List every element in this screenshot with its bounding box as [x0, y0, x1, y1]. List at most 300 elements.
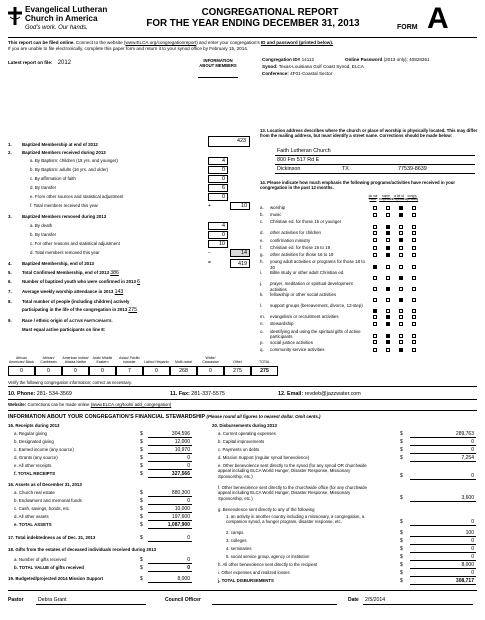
q14-checkbox[interactable]	[373, 276, 377, 280]
pastor-name[interactable]: Debra Grant	[38, 597, 67, 603]
race-values	[8, 366, 278, 377]
q14-checkbox[interactable]	[412, 213, 416, 217]
q3-item-input[interactable]: 4	[208, 222, 228, 230]
latest-report-value: 2012	[57, 60, 72, 66]
q14-item-label: other activities for children	[270, 230, 322, 236]
q14-checkbox[interactable]	[399, 276, 403, 280]
q14-checkbox[interactable]	[399, 225, 403, 229]
q14-item-label: support groups (bereavement, divorce, 12-step)	[270, 303, 363, 309]
q2-item-input[interactable]: 6	[208, 184, 228, 192]
q14-item-checkboxes	[368, 212, 483, 218]
disbursement-value[interactable]: 7,254	[461, 455, 474, 461]
q3-item-label: c. For other reasons and statistical adjustment	[30, 241, 120, 246]
disbursement-label: g. Benevolence sent directly to any of the following	[218, 507, 315, 512]
q14-checkbox[interactable]	[386, 206, 390, 210]
congregation-id: Congregation ID# 14112	[262, 57, 315, 62]
location-zip[interactable]: 77539-8639	[398, 166, 427, 172]
q14-item-letter: f.	[260, 244, 263, 250]
q14-item-checkboxes	[368, 245, 483, 251]
race-header: African/ Caribbean	[40, 356, 57, 365]
disbursement-label: 2. camps	[226, 530, 244, 535]
disbursement-value[interactable]: 3,600	[461, 495, 474, 502]
assets-label: c. Cash, savings, bonds, etc.	[14, 506, 71, 511]
disbursement-value[interactable]: 0	[471, 473, 474, 480]
q14-item-label: social justice activities	[270, 339, 313, 345]
disbursement-label: a. Current operating expenses	[218, 431, 276, 436]
q14-checkbox[interactable]	[399, 287, 403, 291]
q14-item-letter: c.	[260, 219, 264, 225]
dollar-sign: $	[140, 514, 143, 520]
race-value-cell[interactable]: 0	[35, 366, 62, 376]
date-label: Date	[348, 597, 359, 603]
location-state[interactable]: TX	[342, 166, 349, 172]
website-field: Website: Corrections can be made online (www.ELCA.org/tools/ add_congregation)	[8, 402, 172, 407]
disbursement-label: 4. seminaries	[226, 546, 252, 551]
report-title: CONGREGATIONAL REPORT	[201, 7, 339, 18]
q4-input[interactable]: 419	[230, 259, 250, 268]
q14-column-header: a lot of emphasis	[392, 194, 406, 202]
q14-item-label: identifying and using the spiritual gifts of active participants	[270, 328, 361, 340]
race-value-cell[interactable]: 0	[89, 366, 116, 376]
q2-total-input[interactable]: 10	[230, 202, 250, 210]
disbursement-value[interactable]: 0	[471, 554, 474, 560]
q19-label: 19. Budgeted/projected 2014 Mission Support	[8, 576, 104, 581]
q9-label: Race / ethnic origin of ACTIVE PARTICIPANTS.	[22, 318, 113, 323]
q18-label: b. TOTAL VALUE of gifts received	[14, 565, 84, 570]
conference: Conference: 4F01-Coastal Sector	[262, 71, 333, 76]
q14-checkbox[interactable]	[399, 334, 403, 338]
council-officer-label: Council Officer	[165, 597, 201, 603]
race-total-cell[interactable]: 275	[251, 366, 278, 376]
q14-checkbox[interactable]	[373, 322, 377, 326]
receipts-label: b. Designated giving	[14, 439, 54, 444]
q14-checkbox[interactable]	[399, 340, 403, 344]
q14-checkbox[interactable]	[412, 238, 416, 242]
dollar-sign: $	[400, 538, 403, 544]
q14-checkbox[interactable]	[412, 225, 416, 229]
q2-item-label: f. Total members received this year	[30, 203, 99, 208]
q14-checkbox[interactable]	[386, 322, 390, 326]
q14-item-letter: e.	[260, 237, 264, 243]
q17-value[interactable]: 0	[187, 535, 190, 541]
q14-checkbox[interactable]	[386, 276, 390, 280]
q14-item-label: Christian ed. for those 15 or younger	[270, 219, 342, 225]
q14-item-checkboxes	[368, 308, 483, 314]
date-value[interactable]: 2/5/2014	[365, 597, 386, 603]
q14-checkbox[interactable]	[373, 265, 377, 269]
org-name-line2: Church in America	[25, 14, 98, 23]
disbursement-label: 5. social service group, agency or institution	[226, 554, 310, 559]
q14-checkbox[interactable]	[399, 348, 403, 352]
dollar-sign: $	[140, 455, 143, 461]
form-letter: A	[427, 2, 449, 35]
elca-logo	[8, 6, 128, 34]
receipts-label: f. TOTAL RECEIPTS	[14, 471, 56, 476]
location-name[interactable]: Faith Lutheran Church	[277, 148, 331, 154]
q14-checkbox[interactable]	[399, 315, 403, 319]
disbursement-value[interactable]: 289,763	[455, 431, 474, 437]
race-value-cell[interactable]: 268	[170, 366, 197, 376]
q3-item-label: a. By death	[30, 223, 53, 228]
q3-item-input[interactable]: 0	[208, 231, 228, 239]
q14-item-checkboxes	[368, 275, 483, 281]
q14-checkbox[interactable]	[386, 213, 390, 217]
q2-item-label: a. By Baptism: children (15 yrs. and younger)	[30, 158, 118, 163]
assets-value[interactable]: 0	[187, 498, 190, 504]
receipts-value[interactable]: 0	[187, 463, 190, 469]
q1-label: Baptized Membership at end of 2012	[22, 142, 98, 147]
disbursement-value[interactable]: 0	[471, 439, 474, 445]
finance-heading: INFORMATION ABOUT YOUR CONGREGATION'S FINANCIAL STEWARDSHIP (Please round all figures to nearest dollar. Omit cents.)	[8, 414, 321, 420]
disbursement-value[interactable]: 0	[471, 447, 474, 453]
dollar-sign: $	[140, 447, 143, 453]
race-header: White/ Caucasian	[202, 356, 219, 365]
q14-item-checkboxes	[368, 264, 483, 270]
q14-checkbox[interactable]	[386, 238, 390, 242]
receipts-value[interactable]: 10,970	[174, 447, 190, 453]
dollar-sign: $	[140, 490, 143, 496]
q14-item-label: fellowship or other social activities	[270, 292, 337, 298]
assets-value[interactable]: 10,000	[174, 506, 190, 512]
q14-checkbox[interactable]	[373, 253, 377, 257]
disbursement-value[interactable]: 0	[471, 538, 474, 544]
dollar-sign: $	[140, 557, 143, 563]
fax-field[interactable]: 11. Fax: 281-337-5575	[170, 391, 225, 397]
q14-checkbox[interactable]	[373, 206, 377, 210]
receipts-title: 15. Receipts during 2013	[8, 423, 60, 428]
q14-item-letter: a.	[260, 205, 264, 210]
q2-item-input[interactable]: 0	[208, 166, 228, 174]
race-header: American Indian/ Alaska Native	[62, 356, 89, 365]
q14-checkbox[interactable]	[412, 231, 416, 235]
q5-value[interactable]: 386	[110, 270, 119, 276]
q17-label: 17. Total indebtedness as of Dec. 31, 2013	[8, 535, 96, 540]
disbursement-value[interactable]: 0	[471, 570, 474, 576]
disbursement-label: b. Capital improvements	[218, 439, 265, 444]
q14-item-letter: q.	[260, 346, 264, 352]
q14-checkbox[interactable]	[386, 287, 390, 291]
q14-checkbox[interactable]	[399, 309, 403, 313]
dollar-sign: $	[140, 522, 143, 528]
receipts-value[interactable]: 0	[187, 455, 190, 461]
q14-checkbox[interactable]	[399, 206, 403, 210]
dollar-sign: $	[140, 439, 143, 445]
q14-checkbox[interactable]	[386, 309, 390, 313]
q14-item-label: music	[270, 212, 282, 218]
dollar-sign: $	[400, 447, 403, 453]
assets-label: a. Church real estate	[14, 490, 55, 495]
q14-checkbox[interactable]	[373, 213, 377, 217]
dollar-sign: $	[400, 562, 403, 568]
location-city[interactable]: Dickinson	[277, 166, 301, 172]
q14-checkbox[interactable]	[373, 334, 377, 338]
verify-note: Verify the following congregation information; correct as necessary.	[8, 380, 132, 385]
dollar-sign: $	[400, 519, 403, 526]
q14-item-checkboxes	[368, 286, 483, 292]
report-url-link[interactable]: www.ELCA.org/congregationreport	[125, 40, 197, 45]
disbursement-label: d. Mission Support (regular synod benevolence)	[218, 455, 310, 460]
q7-label: Average weekly worship attendance in 2013 143	[22, 289, 124, 295]
q14-checkbox[interactable]	[386, 315, 390, 319]
q14-checkbox[interactable]	[386, 246, 390, 250]
q18-value[interactable]: 0	[187, 557, 190, 563]
disbursement-value[interactable]: 100	[465, 530, 474, 536]
q18-value[interactable]: 0	[187, 565, 190, 571]
q14-checkbox[interactable]	[412, 298, 416, 302]
q6-value[interactable]: 6	[137, 279, 141, 285]
q3-item-input[interactable]: 10	[208, 240, 228, 248]
intro-line1: This report can be filed online. Connect to the website (www.ELCA.org/congregationreport) and enter your congregation's ID and password (printed below).	[8, 40, 334, 45]
q14-checkbox[interactable]	[386, 265, 390, 269]
q14-checkbox[interactable]	[399, 213, 403, 217]
q14-item-label: worship	[270, 205, 286, 210]
q8-value[interactable]: 275	[128, 307, 138, 313]
q14-checkbox[interactable]	[373, 298, 377, 302]
q14-checkbox[interactable]	[373, 238, 377, 242]
pastor-label: Pastor	[8, 597, 24, 603]
assets-value[interactable]: 197,600	[171, 514, 190, 520]
disbursement-value[interactable]: 308,717	[455, 578, 474, 584]
receipts-value[interactable]: 327,566	[171, 471, 190, 477]
q14-checkbox[interactable]	[412, 253, 416, 257]
receipts-value[interactable]: 12,000	[174, 439, 190, 445]
q14-checkbox[interactable]	[373, 287, 377, 291]
q14-item-label: stewardship	[270, 321, 294, 327]
q14-checkbox[interactable]	[412, 348, 416, 352]
dollar-sign: $	[140, 506, 143, 512]
q14-column-header: cong's specialty	[405, 194, 419, 202]
q14-item-letter: g.	[260, 252, 264, 257]
assets-label: b. Endowment and memorial funds	[14, 498, 82, 503]
q14-column-header: do not have	[368, 194, 378, 202]
online-password: Online Password (2013 only): 40828361	[345, 57, 430, 62]
congregation-id-value: 14112	[301, 57, 315, 62]
location-street[interactable]: 800 Fm 517 Rd E	[277, 157, 320, 163]
dollar-sign: $	[400, 495, 403, 502]
q7-value[interactable]: 143	[114, 289, 124, 295]
q14-item-label: Bible study or other adult Christian ed.	[270, 270, 345, 276]
race-value-cell[interactable]: 0	[8, 366, 35, 376]
q14-item-letter: l.	[260, 303, 263, 309]
q14-item-letter: m.	[260, 314, 265, 320]
dollar-sign: $	[140, 471, 143, 477]
q14-item-letter: p.	[260, 339, 264, 345]
race-header: Other	[233, 360, 242, 365]
race-header: TOTAL	[259, 360, 270, 365]
dollar-sign: $	[140, 431, 143, 437]
q14-item-letter: i.	[260, 270, 263, 276]
q14-checkbox[interactable]	[399, 246, 403, 250]
q8-label-line1: Total number of people (including children) actively	[22, 299, 130, 304]
q6-label: Number of baptized youth who were confirmed in 2013 6	[22, 279, 141, 285]
q2-item-label: e. From other sources and statistical adjustment	[30, 194, 124, 199]
q3-label: Baptized Members removed during 2013	[22, 214, 107, 219]
q1-input[interactable]: 423	[208, 136, 250, 147]
disbursement-value[interactable]: 8,000	[461, 562, 474, 568]
q14-item-letter: o.	[260, 328, 264, 334]
dollar-sign: $	[400, 570, 403, 576]
disbursement-label: c. Payments on debts	[218, 447, 260, 452]
assets-value[interactable]: 880,300	[171, 490, 190, 496]
q14-item-label: young adult activities or programs for those 18 to 30	[270, 259, 365, 270]
q19-value[interactable]: 8,000	[177, 576, 190, 582]
receipts-label: c. Earned income (any source)	[14, 447, 74, 452]
q14-checkbox[interactable]	[399, 231, 403, 235]
race-header: Asian/ Pacific Islander	[118, 356, 140, 365]
race-value-cell[interactable]: 275	[224, 366, 251, 376]
dollar-sign: $	[400, 439, 403, 445]
dollar-sign: $	[140, 498, 143, 504]
q14-checkbox[interactable]	[412, 315, 416, 319]
q14-item-letter: d.	[260, 230, 264, 236]
q14-checkbox[interactable]	[399, 265, 403, 269]
q14-item-label: other activities for those 16 to 19	[270, 252, 334, 257]
q14-checkbox[interactable]	[399, 298, 403, 302]
q14-item-letter: b.	[260, 212, 264, 218]
website-link[interactable]: (www.ELCA.org/tools/ add_congregation)	[90, 402, 172, 407]
q14-checkbox[interactable]	[412, 309, 416, 313]
q14-checkbox[interactable]	[412, 246, 416, 250]
assets-value[interactable]: 1,087,900	[167, 522, 190, 528]
q14-checkbox[interactable]	[412, 340, 416, 344]
q14-checkbox[interactable]	[373, 225, 377, 229]
q9-note: Must equal active participants on line 8:	[22, 327, 106, 332]
q14-checkbox[interactable]	[386, 348, 390, 352]
race-headers	[8, 345, 278, 365]
race-value-cell[interactable]: 0	[197, 366, 224, 376]
dollar-sign: $	[400, 431, 403, 437]
q18-label: 18. Gifts from the estates of deceased individuals received during 2013	[8, 547, 157, 552]
phone-field[interactable]: 10. Phone: 281- 534-3569	[8, 391, 72, 397]
latest-report: Latest report on file: 2012	[8, 60, 72, 66]
q14-item-letter: h.	[260, 259, 264, 265]
q14-checkbox[interactable]	[386, 231, 390, 235]
dollar-sign: $	[400, 554, 403, 560]
dollar-sign: $	[400, 455, 403, 461]
q14-item-checkboxes	[368, 297, 483, 303]
disbursement-label: h. All other benevolence sent directly to the recipient	[218, 562, 318, 567]
q2-item-prefix: +	[208, 203, 211, 209]
q14-item-letter: k.	[260, 292, 264, 298]
q18-label: a. Number of gifts received	[14, 557, 67, 562]
q2-label: Baptized Members received during 2013	[22, 150, 106, 155]
q14-column-header: some emphasis	[379, 194, 393, 202]
race-header: Multi-racial	[175, 360, 192, 365]
q14-item-checkboxes	[368, 347, 483, 353]
q14-checkbox[interactable]	[386, 253, 390, 257]
dollar-sign: $	[140, 463, 143, 469]
email-field[interactable]: 12. Email: revdeb@jazzwater.com	[278, 391, 361, 397]
q14-item-checkboxes	[368, 314, 483, 320]
cross-logo-icon	[8, 7, 22, 25]
intro-line2: If you are unable to file electronically, complete this paper form and return it to your synod office by February 15, 2014.	[8, 46, 249, 51]
disbursement-label: i. Other expenses and realized losses	[218, 570, 290, 575]
q14-item-checkboxes	[368, 321, 483, 327]
synod: Synod: Texas-Louisiana Gulf Coast Synod, ELCA	[262, 64, 364, 69]
q14-checkbox[interactable]	[412, 206, 416, 210]
q14-checkbox[interactable]	[386, 298, 390, 302]
online-password-value: 40828361	[409, 57, 430, 62]
disbursement-label: 3. colleges	[226, 538, 247, 543]
q14-checkbox[interactable]	[386, 340, 390, 344]
dollar-sign: $	[400, 473, 403, 480]
race-header: African American/ Black	[8, 356, 35, 365]
q2-item-label: c. By affirmation of faith	[30, 176, 76, 181]
q2-item-label: b. By Baptism: adults (16 yrs. and older)	[30, 167, 109, 172]
q14-checkbox[interactable]	[412, 265, 416, 269]
info-about-members: INFORMATION ABOUT MEMBERS	[199, 58, 237, 69]
q14-checkbox[interactable]	[386, 334, 390, 338]
council-officer-field[interactable]	[212, 604, 337, 605]
q14-item-checkboxes	[368, 238, 483, 244]
q14-checkbox[interactable]	[399, 322, 403, 326]
q14-item-checkboxes	[368, 340, 483, 346]
q14-checkbox[interactable]	[399, 253, 403, 257]
q14-checkbox[interactable]	[412, 322, 416, 326]
disbursement-label: j. TOTAL DISBURSEMENTS	[218, 578, 274, 583]
disbursement-label: 1. an activity in another country including a missionary, a congregation, a companion synod, a hunger program, disaster response, etc.	[226, 514, 365, 525]
receipts-value[interactable]: 304,596	[171, 431, 190, 437]
q2-item-input[interactable]: 0	[208, 175, 228, 183]
dollar-sign: $	[400, 546, 403, 552]
q2-item-input[interactable]: 4	[208, 157, 228, 165]
race-value-cell[interactable]: 0	[143, 366, 170, 376]
q14-checkbox[interactable]	[412, 287, 416, 291]
disbursement-value[interactable]: 0	[471, 519, 474, 526]
q14-checkbox[interactable]	[412, 276, 416, 280]
race-value-cell[interactable]: 7	[116, 366, 143, 376]
q14-checkbox[interactable]	[373, 231, 377, 235]
race-value-cell[interactable]: 0	[62, 366, 89, 376]
q14-item-checkboxes	[368, 334, 483, 340]
receipts-label: a. Regular giving	[14, 431, 47, 436]
disbursements-title: 20. Disbursements during 2013	[212, 423, 277, 428]
q2-item-input[interactable]: 0	[208, 193, 228, 201]
q13-text: 13. Location address describes where the church or place of worship is physically located. This may differ from the mailing address, but must identify a street name. Corrections should be made below:	[260, 128, 478, 139]
q14-checkbox[interactable]	[386, 225, 390, 229]
q14-checkbox[interactable]	[373, 309, 377, 313]
disbursement-label: f. Other benevolence sent directly to the churchwide office (for any churchwide appeal including ELCA World Hunger, Disaster Response, Missionary Sponsorship, etc.)	[218, 485, 367, 501]
report-subtitle: FOR THE YEAR ENDING DECEMBER 31, 2013	[146, 18, 360, 29]
q14-column-headers	[366, 195, 484, 203]
q14-item-letter: n.	[260, 321, 264, 327]
q14-checkbox[interactable]	[412, 334, 416, 338]
q3-item-label: b. By transfer	[30, 232, 57, 237]
receipts-label: d. Grants (any source)	[14, 455, 58, 460]
q3-total-input[interactable]: 14	[230, 249, 250, 257]
q14-item-label: Christian ed. for those 16 to 19	[270, 244, 331, 250]
q14-checkbox[interactable]	[373, 315, 377, 319]
q14-item-letter: j.	[260, 281, 263, 287]
q14-checkbox[interactable]	[373, 340, 377, 344]
q14-item-checkboxes	[368, 252, 483, 258]
disbursement-value[interactable]: 0	[471, 546, 474, 552]
q4-label: Baptized Membership, end of 2013	[22, 261, 94, 266]
tagline: God's work. Our hands.	[25, 25, 88, 31]
q14-checkbox[interactable]	[373, 348, 377, 352]
q8-label-line2: participating in the life of the congregation in 2013 275	[22, 307, 138, 313]
assets-title: 16. Assets as of December 31, 2013	[8, 482, 82, 487]
dollar-sign: $	[400, 530, 403, 536]
q14-checkbox[interactable]	[373, 246, 377, 250]
q14-checkbox[interactable]	[399, 238, 403, 242]
q2-item-label: d. By transfer	[30, 185, 57, 190]
org-name-line1: Evangelical Lutheran	[25, 5, 108, 14]
disbursement-label: e. Other benevolence sent directly to the synod (for any synod OR churchwide appeal including ELCA World Hunger, Disaster Response, Missionary Sponsorship, etc.)	[218, 463, 367, 479]
form-label: FORM	[397, 24, 418, 31]
dollar-sign: $	[400, 578, 403, 584]
assets-label: d. All other assets	[14, 514, 49, 519]
